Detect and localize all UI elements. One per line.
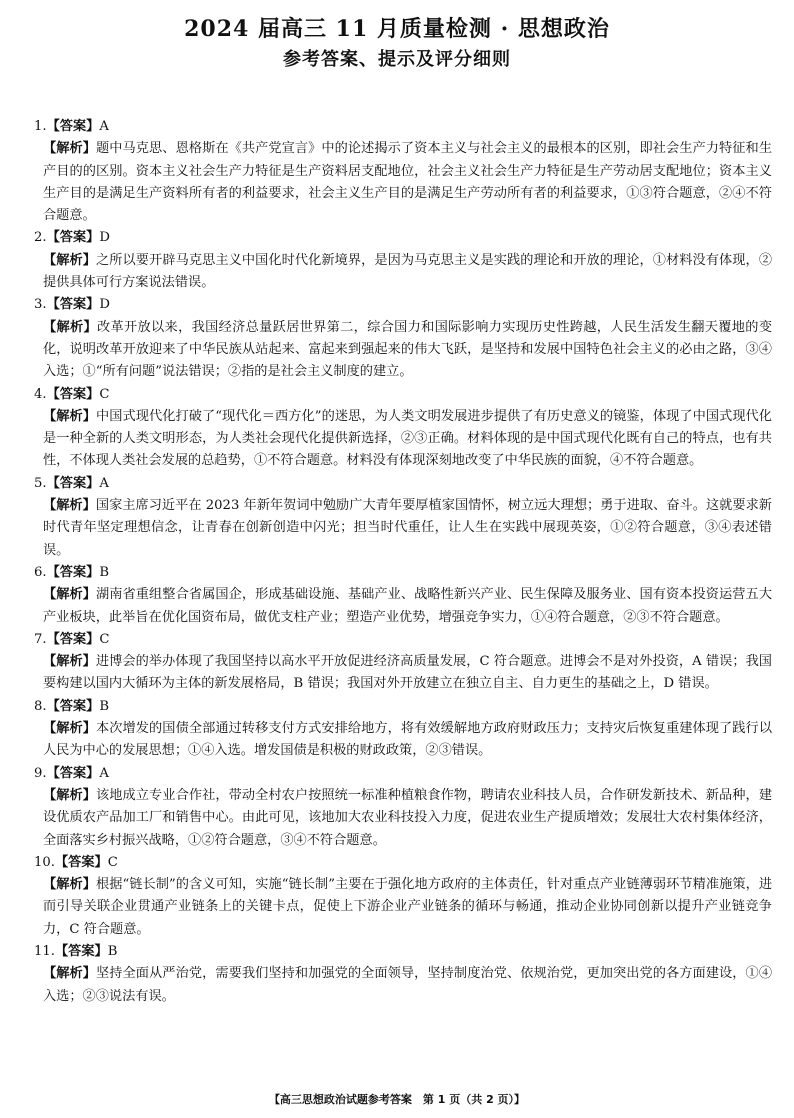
answer-value: C xyxy=(107,854,118,870)
answer-value: B xyxy=(99,564,110,580)
question-number: 7. xyxy=(34,631,47,647)
question-number: 6. xyxy=(34,564,47,580)
analysis-text xyxy=(34,963,772,1008)
answer-line xyxy=(34,562,772,584)
answer-label: 【答案】 xyxy=(46,475,100,491)
answer-value: C xyxy=(99,386,110,402)
answer-item-4 xyxy=(34,384,772,473)
answer-line xyxy=(34,629,772,651)
question-number: 8. xyxy=(34,698,47,714)
analysis-body: 湖南省重组整合省属国企，形成基础设施、基础产业、战略性新兴产业、民生保障及服务业、国有资本投资运营五大产业板块，此举旨在优化国资布局，做优支柱产业；塑造产业优势，增强竞争实力，①④符合题意，②③不符合题意。 xyxy=(43,587,773,625)
analysis-label: 【解析】 xyxy=(43,587,97,603)
analysis-text xyxy=(34,138,772,227)
answer-label: 【答案】 xyxy=(46,564,100,580)
analysis-body: 题中马克思、恩格斯在《共产党宣言》中的论述揭示了资本主义与社会主义的最根本的区别，即社会生产力特征和生产目的的区别。资本主义社会生产力特征是生产资料居支配地位，社会主义社会生产力特征是生产劳动居支配地位；资本主义生产目的是满足生产资料所有者的利益要求，社会主义生产目的是满足生产劳动所有者的利益要求，①③符合题意，②④不符合题意。 xyxy=(43,141,773,224)
answer-line xyxy=(34,763,772,785)
analysis-body: 根据“链长制”的含义可知，实施“链长制”主要在于强化地方政府的主体责任，针对重点产业链薄弱环节精准施策，进而引导关联企业贯通产业链条上的关键卡点，促使上下游企业产业链条的循环与畅通，推动企业协同创新以提升产业链竞争力，C 符合题意。 xyxy=(43,877,773,937)
analysis-label: 【解析】 xyxy=(43,966,97,982)
answer-label: 【答案】 xyxy=(46,119,100,134)
answer-label: 【答案】 xyxy=(46,765,100,781)
answer-line xyxy=(34,116,772,138)
answer-line xyxy=(34,473,772,495)
question-number: 2. xyxy=(34,230,47,246)
analysis-text xyxy=(34,718,772,763)
answer-item-7 xyxy=(34,629,772,696)
answer-line xyxy=(34,384,772,406)
answer-value: A xyxy=(99,119,109,134)
answer-item-10 xyxy=(34,852,772,941)
analysis-body: 本次增发的国债全部通过转移支付方式安排给地方，将有效缓解地方政府财政压力；支持灾后恢复重建体现了践行以人民为中心的发展思想；①④入选。增发国债是积极的财政政策，②③错误。 xyxy=(43,721,773,759)
answer-value: A xyxy=(99,475,109,491)
analysis-body: 中国式现代化打破了“现代化＝西方化”的迷思，为人类文明发展进步提供了有历史意义的镜鉴，体现了中国式现代化是一种全新的人类文明形态，为人类社会现代化提供新选择，②③正确。材料体现的是中国式现代化既有自己的特点，也有共性，不体现人类社会发展的总趋势，①不符合题意。材料没有体现深刻地改变了中华民族的面貌，④不符合题意。 xyxy=(43,408,772,469)
analysis-label: 【解析】 xyxy=(43,877,96,893)
answer-item-8 xyxy=(34,696,772,763)
question-number: 5. xyxy=(34,475,47,491)
answer-label: 【答案】 xyxy=(46,386,100,402)
answer-line xyxy=(34,852,772,874)
answer-label: 【答案】 xyxy=(46,230,100,246)
answer-line xyxy=(34,941,772,963)
analysis-label: 【解析】 xyxy=(43,787,97,803)
analysis-text xyxy=(34,651,772,696)
analysis-text xyxy=(34,250,772,295)
analysis-text xyxy=(34,584,772,629)
analysis-text xyxy=(34,874,772,941)
answer-value: B xyxy=(99,698,110,714)
answer-value: D xyxy=(99,230,110,246)
answer-value: C xyxy=(99,631,110,647)
question-number: 1. xyxy=(34,119,47,134)
analysis-body: 国家主席习近平在 2023 年新年贺词中勉励广大青年要厚植家国情怀，树立远大理想；勇于进取、奋斗。这就要求新时代青年坚定理想信念，让青春在创新创造中闪光；担当时代重任，让人生在实践中展现英姿，①②符合题意，③④表述错误。 xyxy=(43,498,772,558)
analysis-label: 【解析】 xyxy=(43,721,97,737)
answer-item-11 xyxy=(34,941,772,1008)
analysis-text xyxy=(34,495,772,562)
analysis-body: 该地成立专业合作社，带动全村农户按照统一标准种植粮食作物，聘请农业科技人员，合作研发新技术、新品种，建设优质农产品加工厂和销售中心。由此可见，该地加大农业科技投入力度，促进农业生产提质增效；发展壮大农村集体经济，全面落实乡村振兴战略，①②符合题意，③④不符合题意。 xyxy=(43,787,773,848)
answer-item-1 xyxy=(34,116,772,227)
analysis-label: 【解析】 xyxy=(43,141,97,157)
answer-label: 【答案】 xyxy=(54,854,108,870)
analysis-body: 坚持全面从严治党，需要我们坚持和加强党的全面领导，坚持制度治党、依规治党，更加突出党的各方面建设，①④入选；②③说法有误。 xyxy=(43,966,773,1004)
answer-value: B xyxy=(107,943,118,959)
analysis-label: 【解析】 xyxy=(43,654,96,670)
analysis-body: 之所以要开辟马克思主义中国化时代化新境界，是因为马克思主义是实践的理论和开放的理论，①材料没有体现，②提供具体可行方案说法错误。 xyxy=(43,252,773,291)
answer-label: 【答案】 xyxy=(46,631,100,647)
answer-item-5 xyxy=(34,473,772,562)
analysis-text xyxy=(34,785,772,852)
page-title: 2024 届高三 11 月质量检测 · 思想政治 xyxy=(184,16,610,42)
answer-item-2 xyxy=(34,227,772,294)
answer-item-6 xyxy=(34,562,772,629)
question-number: 3. xyxy=(34,297,47,313)
analysis-label: 【解析】 xyxy=(43,252,97,268)
page-footer: 【高三思想政治试题参考答案 第 1 页（共 2 页）】 xyxy=(268,1093,526,1106)
analysis-label: 【解析】 xyxy=(43,498,96,514)
answer-line xyxy=(34,294,772,316)
answer-label: 【答案】 xyxy=(46,297,100,313)
answer-list xyxy=(34,116,772,1008)
answer-line xyxy=(34,227,772,249)
question-number: 10. xyxy=(34,854,55,870)
question-number: 4. xyxy=(34,386,47,402)
question-number: 11. xyxy=(34,943,55,959)
analysis-body: 进博会的举办体现了我国坚持以高水平开放促进经济高质量发展，C 符合题意。进博会不是对外投资，A 错误；我国要构建以国内大循环为主体的新发展格局，B 错误；我国对外开放建立在独立自主、自力更生的基础之上，D 错误。 xyxy=(43,654,772,692)
analysis-text xyxy=(34,406,772,473)
answer-value: A xyxy=(99,765,109,781)
answer-line xyxy=(34,696,772,718)
question-number: 9. xyxy=(34,765,47,781)
analysis-label: 【解析】 xyxy=(43,408,96,424)
answer-label: 【答案】 xyxy=(54,943,108,959)
analysis-label: 【解析】 xyxy=(43,319,98,335)
analysis-text xyxy=(34,317,772,384)
answer-item-3 xyxy=(34,294,772,383)
answer-label: 【答案】 xyxy=(46,698,100,714)
page-subtitle: 参考答案、提示及评分细则 xyxy=(283,49,511,70)
answer-value: D xyxy=(99,297,110,313)
analysis-body: 改革开放以来，我国经济总量跃居世界第二，综合国力和国际影响力实现历史性跨越，人民生活发生翻天覆地的变化，说明改革开放迎来了中华民族从站起来、富起来到强起来的伟大飞跃，是坚持和发展中国特色社会主义的必由之路，③④入选；①“所有问题”说法错误；②指的是社会主义制度的建立。 xyxy=(43,319,773,380)
answer-item-9 xyxy=(34,763,772,852)
